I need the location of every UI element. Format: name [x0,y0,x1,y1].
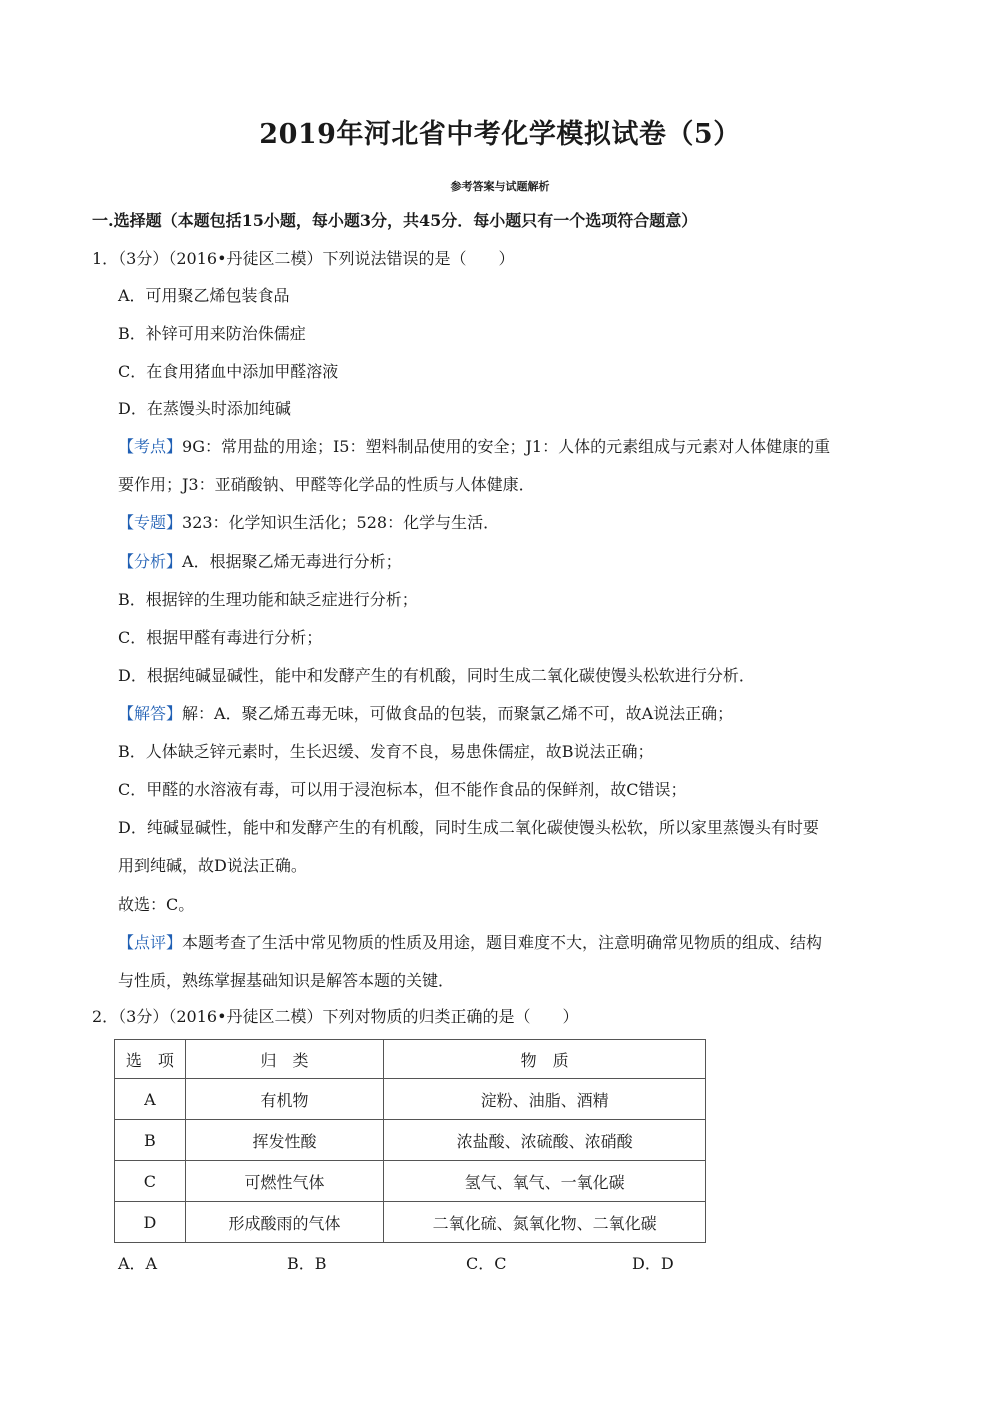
q1-fenxi-d: D．根据纯碱显碱性，能中和发酵产生的有机酸，同时生成二氧化碳使馒头松软进行分析． [118,666,755,685]
classification-table [114,1039,706,1243]
section-heading: 一.选择题（本题包括15小题，每小题3分，共45分．每小题只有一个选项符合题意） [92,211,698,230]
q2-option-d: D．D [632,1254,674,1273]
q1-dianping: 【点评】本题考查了生活中常见物质的性质及用途，题目难度不大，注意明确常见物质的组成、结构 [118,933,823,952]
row-category: 挥发性酸 [185,1120,383,1161]
q1-option-d: D．在蒸馒头时添加纯碱 [118,399,291,418]
table-row [115,1120,706,1161]
q1-jieda-b: B．人体缺乏锌元素时，生长迟缓、发育不良，易患侏儒症，故B说法正确； [118,742,654,761]
q1-jieda: 【解答】解：A．聚乙烯五毒无味，可做食品的包装，而聚氯乙烯不可，故A说法正确； [118,704,734,723]
row-substance: 二氧化硫、氮氧化物、二氧化碳 [384,1202,706,1243]
q1-jieda-c: C．甲醛的水溶液有毒，可以用于浸泡标本，但不能作食品的保鲜剂，故C错误； [118,780,687,799]
row-category: 有机物 [185,1079,383,1120]
kaodian-tag: 【考点】 [118,437,183,456]
q1-fenxi-c: C．根据甲醛有毒进行分析； [118,628,323,647]
q1-option-a: A．可用聚乙烯包装食品 [118,286,290,305]
row-option: D [115,1202,186,1243]
row-category: 形成酸雨的气体 [185,1202,383,1243]
q1-fenxi: 【分析】A．根据聚乙烯无毒进行分析； [118,552,402,571]
header-option: 选 项 [115,1040,186,1079]
row-option: A [115,1079,186,1120]
q1-answer: 故选：C。 [118,895,195,914]
q2-option-a: A．A [118,1254,158,1273]
dianping-tag: 【点评】 [118,933,183,952]
table-row [115,1202,706,1243]
zhuanti-tag: 【专题】 [118,513,183,532]
q1-jieda-d: D．纯碱显碱性，能中和发酵产生的有机酸，同时生成二氧化碳使馒头松软，所以家里蒸馒头有时要 [118,818,819,837]
q1-kaodian: 【考点】9G：常用盐的用途；I5：塑料制品使用的安全；J1：人体的元素组成与元素对人体健康的重 [118,437,831,456]
fenxi-tag: 【分析】 [118,552,183,571]
page-subtitle: 参考答案与试题解析 [450,180,550,193]
q1-option-b: B．补锌可用来防治侏儒症 [118,324,306,343]
q2-option-c: C．C [466,1254,507,1273]
q2-option-b: B．B [287,1254,327,1273]
row-substance: 氢气、氧气、一氧化碳 [384,1161,706,1202]
row-substance: 浓盐酸、浓硫酸、浓硝酸 [384,1120,706,1161]
table-row [115,1079,706,1120]
page-title: 2019年河北省中考化学模拟试卷（5） [259,119,741,150]
row-option: B [115,1120,186,1161]
table-header-row [115,1040,706,1079]
q1-stem: 1．（3分）（2016•丹徒区二模）下列说法错误的是（ ） [92,249,515,268]
q1-kaodian-cont: 要作用；J3：亚硝酸钠、甲醛等化学品的性质与人体健康． [118,475,535,494]
header-substance: 物 质 [384,1040,706,1079]
q1-option-c: C．在食用猪血中添加甲醛溶液 [118,362,339,381]
q1-fenxi-b: B．根据锌的生理功能和缺乏症进行分析； [118,590,418,609]
table-row [115,1161,706,1202]
row-option: C [115,1161,186,1202]
row-category: 可燃性气体 [185,1161,383,1202]
header-category: 归 类 [185,1040,383,1079]
q1-jieda-d-cont: 用到纯碱，故D说法正确。 [118,856,307,875]
q1-dianping-cont: 与性质，熟练掌握基础知识是解答本题的关键． [118,971,455,990]
q1-zhuanti: 【专题】323：化学知识生活化；528：化学与生活． [118,513,500,532]
row-substance: 淀粉、油脂、酒精 [384,1079,706,1120]
jieda-tag: 【解答】 [118,704,183,723]
q2-stem: 2．（3分）（2016•丹徒区二模）下列对物质的归类正确的是（ ） [92,1007,579,1026]
